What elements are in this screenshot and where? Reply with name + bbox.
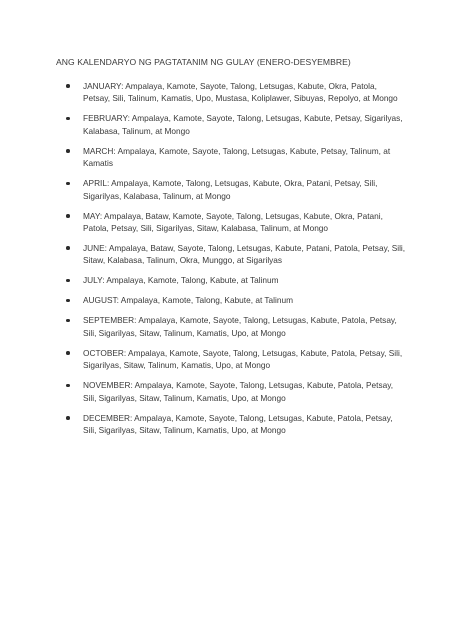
- month-text: FEBRUARY: Ampalaya, Kamote, Sayote, Talong, Letsugas, Kabute, Petsay, Sigarilyas, Kalabasa, Talinum, at Mongo: [83, 113, 403, 136]
- month-text: MARCH: Ampalaya, Kamote, Sayote, Talong, Letsugas, Kabute, Petsay, Talinum, at Kamatis: [83, 145, 391, 169]
- list-item-march: [66, 145, 406, 170]
- bullet-icon: [66, 246, 70, 250]
- list-item-october: [66, 347, 406, 372]
- month-text: SEPTEMBER: Ampalaya, Kamote, Sayote, Talong, Letsugas, Kabute, Patola, Petsay, Sili, Sigarilyas, Sitaw, Talinum, Kamatis, Upo, at Mongo: [83, 315, 397, 338]
- bullet-icon: [66, 182, 70, 186]
- bullet-icon: [66, 319, 70, 323]
- planting-calendar-list: [66, 80, 406, 444]
- list-item-july: [66, 274, 406, 286]
- bullet-icon: [66, 351, 70, 355]
- month-text: MAY: Ampalaya, Bataw, Kamote, Sayote, Talong, Letsugas, Kabute, Okra, Patani, Patola, Petsay, Sili, Sigarilyas, Sitaw, Kalabasa, Talinum, at Mongo: [83, 210, 383, 234]
- month-text: NOVEMBER: Ampalaya, Kamote, Sayote, Talong, Letsugas, Kabute, Patola, Petsay, Sili, Sigarilyas, Sitaw, Talinum, Kamatis, Upo, at Mongo: [83, 380, 394, 403]
- bullet-icon: [66, 416, 70, 420]
- list-item-february: [66, 112, 406, 137]
- bullet-icon: [66, 117, 70, 121]
- list-item-january: [66, 80, 406, 105]
- month-text: JANUARY: Ampalaya, Kamote, Sayote, Talong, Letsugas, Kabute, Okra, Patola, Petsay, Sili, Talinum, Kamatis, Upo, Mustasa, Koliplawer, Sibuyas, Repolyo, at Mongo: [83, 81, 398, 104]
- list-item-april: [66, 177, 406, 202]
- list-item-december: [66, 412, 406, 437]
- bullet-icon: [66, 299, 70, 303]
- document-title: ANG KALENDARYO NG PAGTATANIM NG GULAY (ENERO-DESYEMBRE): [56, 57, 351, 67]
- month-text: JUNE: Ampalaya, Bataw, Sayote, Talong, Letsugas, Kabute, Patani, Patola, Petsay, Sili, Sitaw, Kalabasa, Talinum, Okra, Munggo, at Sigarilyas: [83, 243, 406, 266]
- list-item-may: [66, 210, 406, 235]
- list-item-august: [66, 294, 406, 306]
- month-text: JULY: Ampalaya, Kamote, Talong, Kabute, at Talinum: [83, 275, 279, 286]
- month-text: AUGUST: Ampalaya, Kamote, Talong, Kabute, at Talinum: [83, 295, 293, 306]
- bullet-icon: [66, 279, 70, 283]
- month-text: DECEMBER: Ampalaya, Kamote, Sayote, Talong, Letsugas, Kabute, Patola, Petsay, Sili, Sigarilyas, Sitaw, Talinum, Kamatis, Upo, at Mongo: [83, 412, 393, 436]
- bullet-icon: [66, 84, 70, 88]
- bullet-icon: [66, 384, 70, 388]
- list-item-november: [66, 379, 406, 404]
- list-item-june: [66, 242, 406, 267]
- bullet-icon: [66, 149, 70, 153]
- month-text: OCTOBER: Ampalaya, Kamote, Sayote, Talong, Letsugas, Kabute, Patola, Petsay, Sili, Sigarilyas, Sitaw, Talinum, Kamatis, Upo, at Mongo: [83, 347, 403, 371]
- list-item-september: [66, 314, 406, 339]
- month-text: APRIL: Ampalaya, Kamote, Talong, Letsugas, Kabute, Okra, Patani, Petsay, Sili, Sigarilyas, Kalabasa, Talinum, at Mongo: [83, 178, 378, 201]
- bullet-icon: [66, 214, 70, 218]
